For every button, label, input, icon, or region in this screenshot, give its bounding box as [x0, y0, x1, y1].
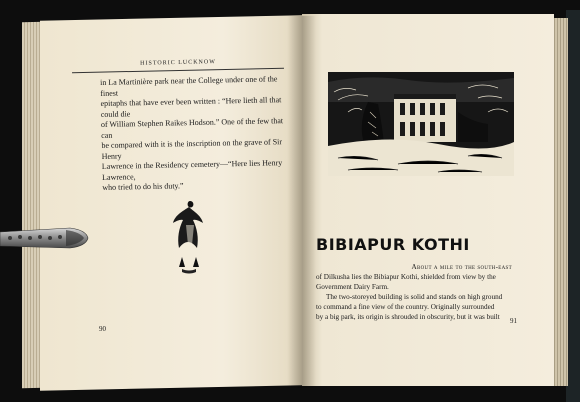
right-page-text: [316, 262, 512, 322]
metal-page-clip: [0, 224, 90, 254]
running-head: HISTORIC LUCKNOW: [140, 59, 216, 67]
text-line: The two-storeyed building is solid and stands on high ground: [326, 293, 503, 301]
lead-in: About a mile to the south-east: [411, 263, 512, 271]
text-line: by a big park, its origin is shrouded in obscurity, but it was built: [316, 313, 500, 321]
dancer-figure: [160, 195, 220, 275]
left-page-text: [100, 74, 290, 193]
page-number-left: 90: [99, 325, 106, 333]
text-line: be compared with it is the inscription on the grave of Sir Henry: [101, 137, 283, 161]
right-page: [302, 14, 554, 386]
text-line: who tried to do his duty.”: [102, 181, 184, 192]
text-line: of William Stephen Raikes Hodson.” One of the few that can: [100, 116, 284, 140]
right-page-edges: [552, 18, 568, 386]
text-line: Government Dairy Farm.: [316, 283, 389, 291]
book-gutter: [288, 16, 316, 388]
text-line: Lawrence in the Residency cemetery—“Here lies Henry Lawrence,: [101, 158, 283, 182]
chapter-title: BIBIAPUR KOTHI: [316, 235, 470, 254]
text-line: to command a fine view of the country. Originally surrounded: [316, 303, 495, 311]
text-line: of Dilkusha lies the Bibiapur Kothi, shielded from view by the: [316, 273, 496, 281]
book-cover-edge: [566, 10, 580, 402]
text-line: in La Martinière park near the College under one of the finest: [100, 74, 278, 98]
page-number-right: 91: [510, 317, 517, 325]
building-woodcut: [328, 72, 514, 176]
text-line: epitaphs that have ever been written : “Here lieth all that could die: [100, 95, 282, 119]
